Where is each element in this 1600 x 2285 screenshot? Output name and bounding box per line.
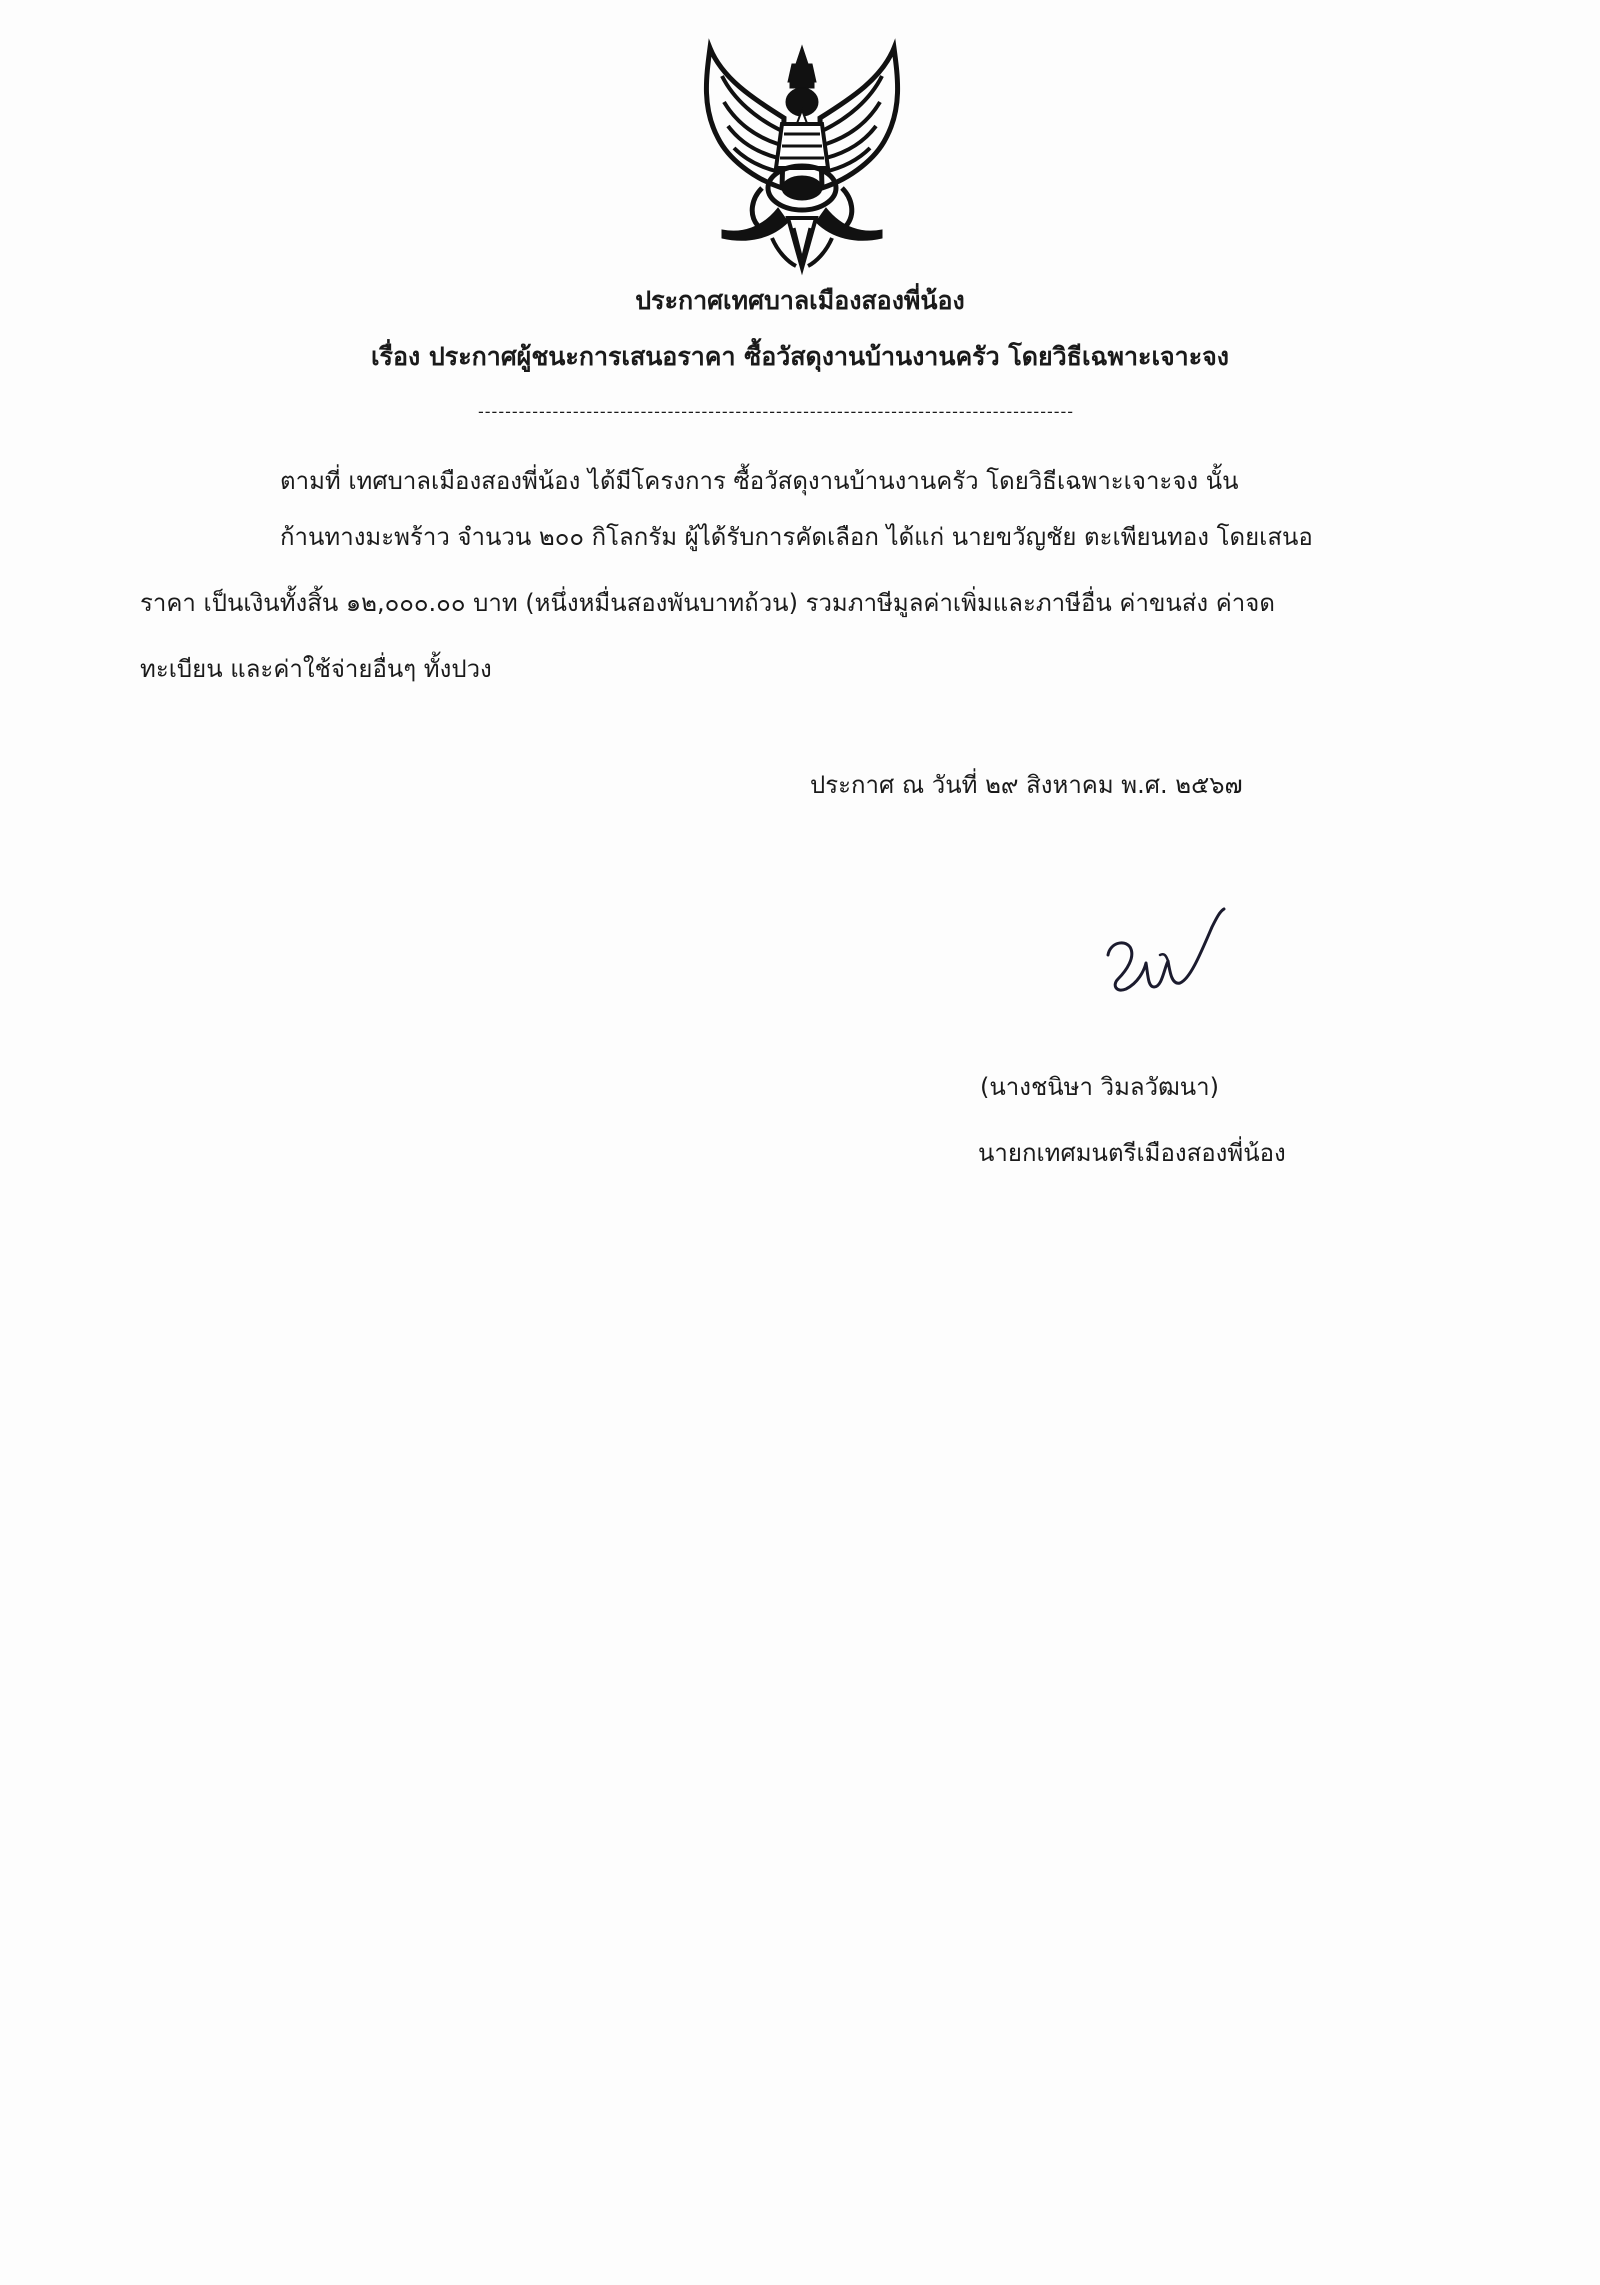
garuda-emblem-icon bbox=[692, 38, 912, 278]
document-title: ประกาศเทศบาลเมืองสองพี่น้อง bbox=[635, 286, 965, 315]
title-divider: ---------------------------------------------------------------------------------------- bbox=[478, 402, 1075, 421]
body-line-1: ตามที่ เทศบาลเมืองสองพี่น้อง ได้มีโครงการ ซื้อวัสดุงานบ้านงานครัว โดยวิธีเฉพาะเจาะจง นั้น bbox=[280, 467, 1239, 495]
signatory-position: นายกเทศมนตรีเมืองสองพี่น้อง bbox=[978, 1139, 1286, 1167]
announcement-date: ประกาศ ณ วันที่ ๒๙ สิงหาคม พ.ศ. ๒๕๖๗ bbox=[810, 771, 1243, 799]
document-subject: เรื่อง ประกาศผู้ชนะการเสนอราคา ซื้อวัสดุงานบ้านงานครัว โดยวิธีเฉพาะเจาะจง bbox=[371, 342, 1229, 371]
body-line-4: ทะเบียน และค่าใช้จ่ายอื่นๆ ทั้งปวง bbox=[140, 655, 492, 683]
body-line-3: ราคา เป็นเงินทั้งสิ้น ๑๒,๐๐๐.๐๐ บาท (หนึ่งหมื่นสองพันบาทถ้วน) รวมภาษีมูลค่าเพิ่มและภาษีอื่น ค่าขนส่ง ค่าจด bbox=[140, 589, 1275, 617]
handwritten-signature-icon bbox=[1090, 905, 1250, 1015]
signatory-name: (นางชนิษา วิมลวัฒนา) bbox=[980, 1073, 1219, 1101]
body-line-2: ก้านทางมะพร้าว จำนวน ๒๐๐ กิโลกรัม ผู้ได้รับการคัดเลือก ได้แก่ นายขวัญชัย ตะเพียนทอง โดยเสนอ bbox=[280, 523, 1313, 551]
